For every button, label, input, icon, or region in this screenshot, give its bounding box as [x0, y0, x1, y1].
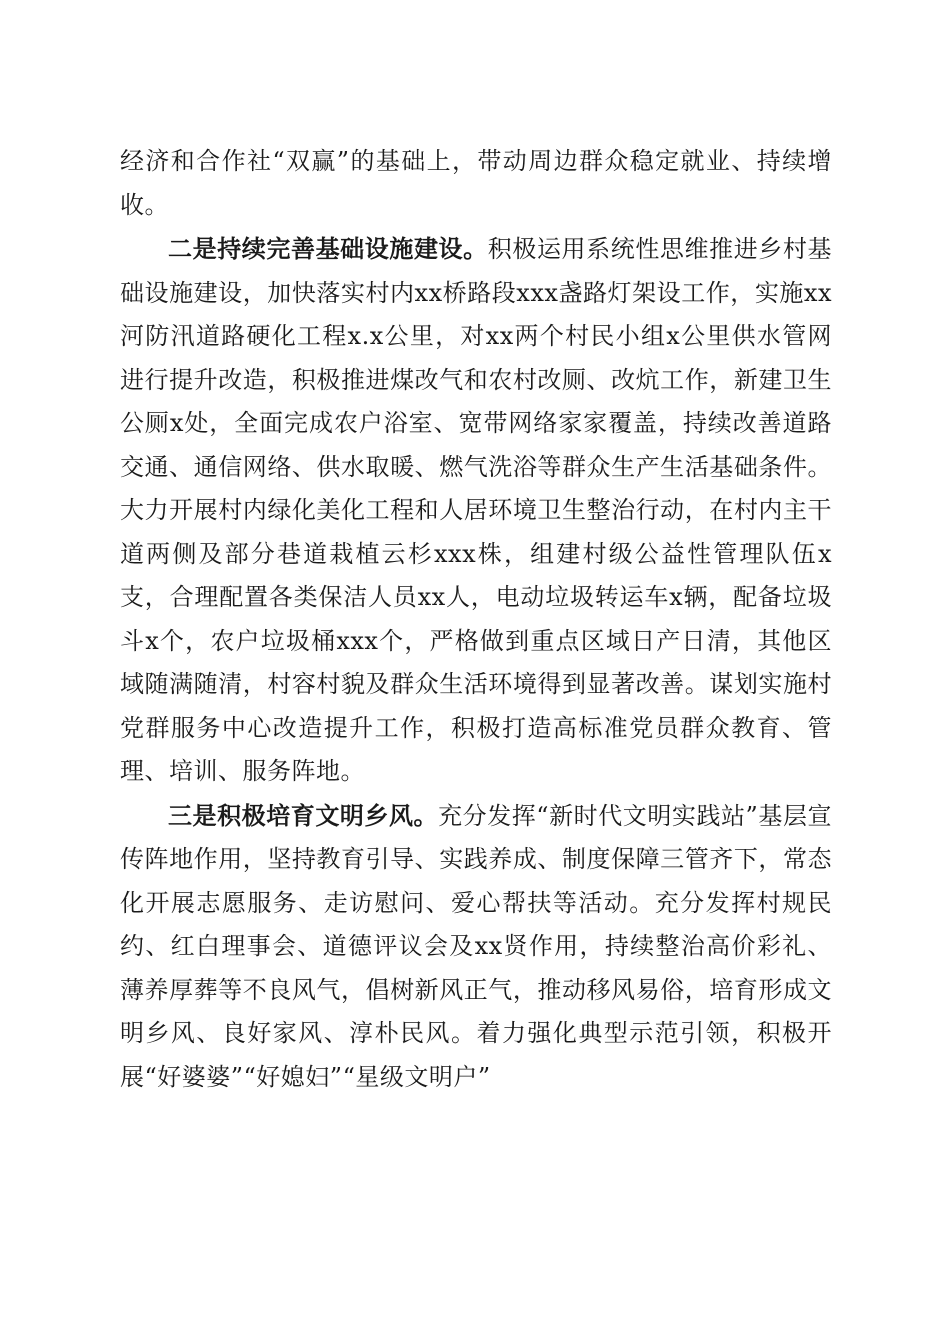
paragraph-text: 经济和合作社“双赢”的基础上，带动周边群众稳定就业、持续增收。 — [120, 147, 832, 219]
paragraph-text: 积极运用系统性思维推进乡村基础设施建设，加快落实村内xx桥路段xxx盏路灯架设工作，实施xx河防汛道路硬化工程x.x公里，对xx两个村民小组x公里供水管网进行提升改造，积极推进煤改气和农村改厕、改炕工作，新建卫生公厕x处，全面完成农户浴室、宽带网络家家覆盖，持续改善道路交通、通信网络、供水取暖、燃气洗浴等群众生产生活基础条件。大力开展村内绿化美化工程和人居环境卫生整治行动，在村内主干道两侧及部分巷道栽植云杉xxx株，组建村级公益性管理队伍x支，合理配置各类保洁人员xx人，电动垃圾转运车x辆，配备垃圾斗x个，农户垃圾桶xxx个，严格做到重点区域日产日清，其他区域随满随清，村容村貌及群众生活环境得到显著改善。谋划实施村党群服务中心改造提升工作，积极打造高标准党员群众教育、管理、培训、服务阵地。 — [120, 235, 832, 785]
paragraph-text: 充分发挥“新时代文明实践站”基层宣传阵地作用，坚持教育引导、实践养成、制度保障三管齐下，常态化开展志愿服务、走访慰问、爱心帮扶等活动。充分发挥村规民约、红白理事会、道德评议会及xx贤作用，持续整治高价彩礼、薄养厚葬等不良风气，倡树新风正气，推动移风易俗，培育形成文明乡风、良好家风、淳朴民风。着力强化典型示范引领，积极开展“好婆婆”“好媳妇”“星级文明户” — [120, 801, 832, 1091]
paragraph-continuation — [120, 140, 832, 227]
paragraph-heading: 三是积极培育文明乡风。 — [168, 800, 439, 830]
document-body — [120, 140, 832, 1099]
paragraph-civilization — [120, 794, 832, 1100]
paragraph-infrastructure — [120, 227, 832, 794]
paragraph-heading: 二是持续完善基础设施建设。 — [168, 234, 488, 263]
